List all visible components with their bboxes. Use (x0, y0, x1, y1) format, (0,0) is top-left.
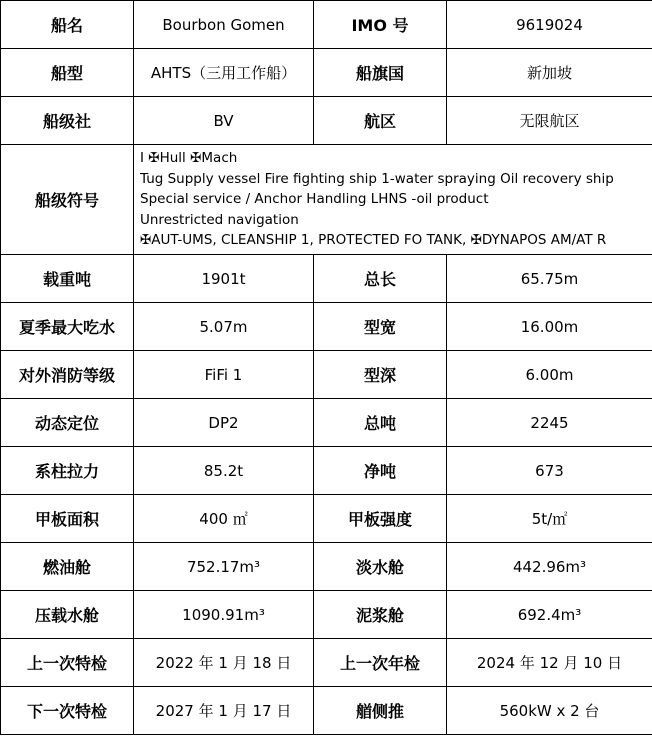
field-label: 上一次年检 (314, 639, 447, 687)
table-row (1, 97, 652, 145)
field-value: 1090.91m³ (134, 591, 314, 639)
field-label: 淡水舱 (314, 543, 447, 591)
class-notation-label: 船级符号 (1, 145, 134, 255)
field-label: 船型 (1, 49, 134, 97)
field-value: Bourbon Gomen (134, 1, 314, 49)
class-notation-line: ✠AUT-UMS, CLEANSHIP 1, PROTECTED FO TANK, ✠DYNAPOS AM/AT R (140, 232, 607, 249)
field-value: 400 ㎡ (134, 495, 314, 543)
field-value: 2022 年 1 月 18 日 (134, 639, 314, 687)
field-value: 5t/㎡ (447, 495, 652, 543)
class-notation-row (1, 145, 652, 255)
field-value: 673 (447, 447, 652, 495)
field-value: 5.07m (134, 303, 314, 351)
field-label: 艏侧推 (314, 687, 447, 735)
field-value: BV (134, 97, 314, 145)
field-value: AHTS（三用工作船） (134, 49, 314, 97)
class-notation-line: I ✠Hull ✠Mach (140, 150, 238, 167)
field-label: 泥浆舱 (314, 591, 447, 639)
table-row (1, 255, 652, 303)
table-row (1, 543, 652, 591)
spec-table-body-bottom (1, 255, 652, 735)
field-value: 692.4m³ (447, 591, 652, 639)
field-label: 下一次特检 (1, 687, 134, 735)
field-value: 1901t (134, 255, 314, 303)
table-row (1, 687, 652, 735)
field-label: 甲板强度 (314, 495, 447, 543)
field-label: 燃油舱 (1, 543, 134, 591)
class-notation-section (1, 145, 652, 255)
field-value: 新加坡 (447, 49, 652, 97)
field-label: 系柱拉力 (1, 447, 134, 495)
field-label: 压载水舱 (1, 591, 134, 639)
field-value: 2024 年 12 月 10 日 (447, 639, 652, 687)
field-label: 夏季最大吃水 (1, 303, 134, 351)
field-value: DP2 (134, 399, 314, 447)
table-row (1, 399, 652, 447)
field-label: 航区 (314, 97, 447, 145)
field-label: 载重吨 (1, 255, 134, 303)
class-notation-value (134, 145, 652, 255)
class-notation-line: Tug Supply vessel Fire fighting ship 1-water spraying Oil recovery ship Special service / Anchor Handling LHNS -oil product (140, 170, 614, 208)
field-label: 型宽 (314, 303, 447, 351)
field-label: 船旗国 (314, 49, 447, 97)
field-label: 上一次特检 (1, 639, 134, 687)
field-label: 对外消防等级 (1, 351, 134, 399)
field-label: 动态定位 (1, 399, 134, 447)
field-label: 总吨 (314, 399, 447, 447)
table-row (1, 1, 652, 49)
field-label: 总长 (314, 255, 447, 303)
field-label: 船名 (1, 1, 134, 49)
field-label: 甲板面积 (1, 495, 134, 543)
field-value: 752.17m³ (134, 543, 314, 591)
field-value: FiFi 1 (134, 351, 314, 399)
field-value: 16.00m (447, 303, 652, 351)
table-row (1, 495, 652, 543)
table-row (1, 447, 652, 495)
field-label: IMO 号 (314, 1, 447, 49)
field-value: 442.96m³ (447, 543, 652, 591)
field-value: 2027 年 1 月 17 日 (134, 687, 314, 735)
field-value: 2245 (447, 399, 652, 447)
field-value: 85.2t (134, 447, 314, 495)
class-notation-line: Unrestricted navigation (140, 211, 299, 228)
table-row (1, 351, 652, 399)
field-value: 560kW x 2 台 (447, 687, 652, 735)
field-label: 净吨 (314, 447, 447, 495)
field-label: 船级社 (1, 97, 134, 145)
field-label: 型深 (314, 351, 447, 399)
table-row (1, 303, 652, 351)
field-value: 9619024 (447, 1, 652, 49)
table-row (1, 639, 652, 687)
field-value: 65.75m (447, 255, 652, 303)
table-row (1, 49, 652, 97)
field-value: 无限航区 (447, 97, 652, 145)
table-row (1, 591, 652, 639)
spec-table-body-top (1, 1, 652, 145)
field-value: 6.00m (447, 351, 652, 399)
